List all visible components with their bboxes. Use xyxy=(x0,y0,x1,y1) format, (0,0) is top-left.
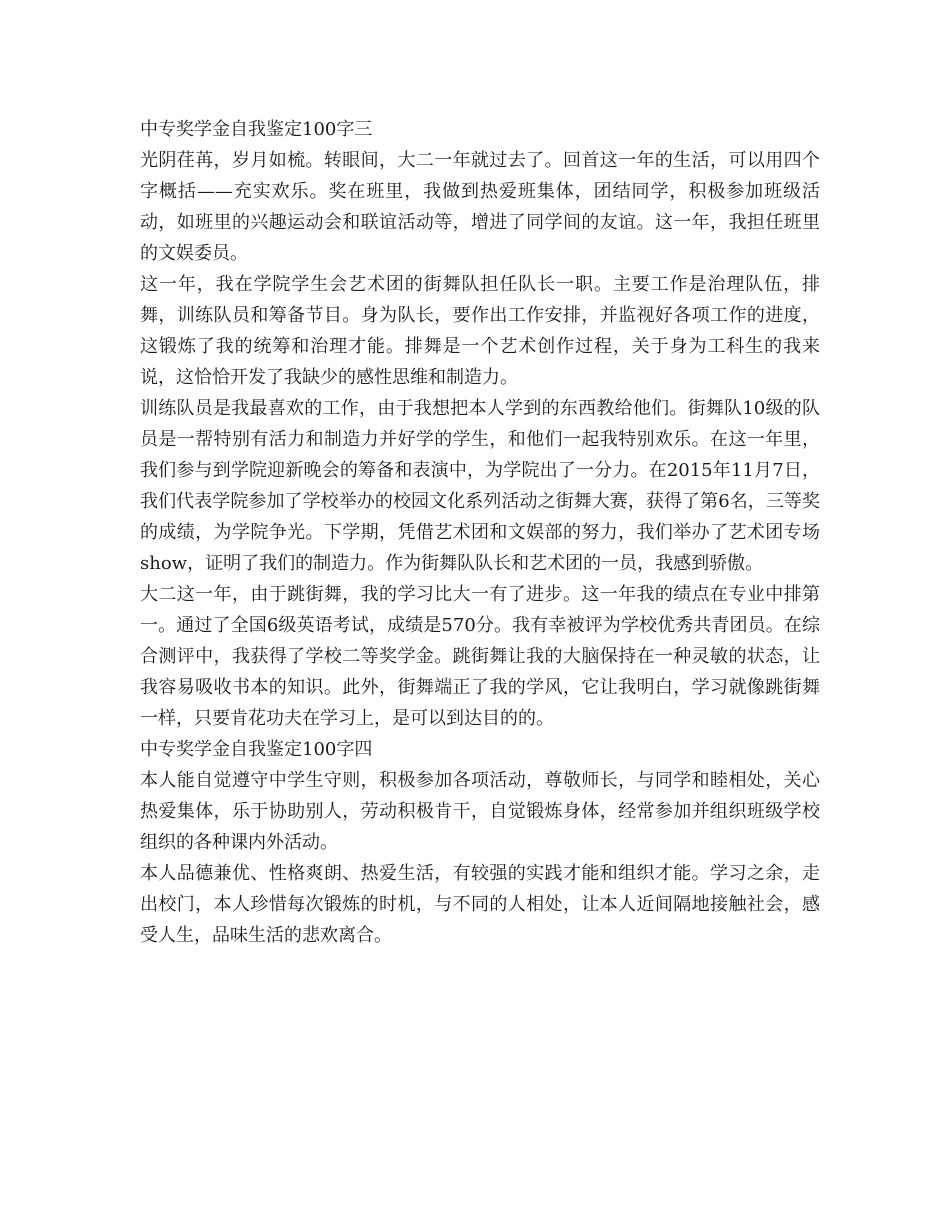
paragraph: 这一年，我在学院学生会艺术团的街舞队担任队长一职。主要工作是治理队伍，排舞，训练队员和筹备节目。身为队长，要作出工作安排，并监视好各项工作的进度，这锻炼了我的统筹和治理才能。排舞是一个艺术创作过程，关于身为工科生的我来说，这恰恰开发了我缺少的感性思维和制造力。 xyxy=(140,274,820,388)
paragraph: 大二这一年，由于跳街舞，我的学习比大一有了进步。这一年我的绩点在专业中排第一。通过了全国6级英语考试，成绩是570分。我有幸被评为学校优秀共青团员。在综合测评中，我获得了学校二等奖学金。跳街舞让我的大脑保持在一种灵敏的状态，让我容易吸收书本的知识。此外，街舞端正了我的学风，它让我明白，学习就像跳街舞一样，只要肯花功夫在学习上，是可以到达目的的。 xyxy=(140,584,820,729)
paragraph: 光阴荏苒，岁月如梳。转眼间，大二一年就过去了。回首这一年的生活，可以用四个字概括——充实欢乐。奖在班里，我做到热爱班集体，团结同学，积极参加班级活动，如班里的兴趣运动会和联谊活动等，增进了同学间的友谊。这一年，我担任班里的文娱委员。 xyxy=(140,150,820,264)
paragraph: 训练队员是我最喜欢的工作，由于我想把本人学到的东西教给他们。街舞队10级的队员是一帮特别有活力和制造力并好学的学生，和他们一起我特别欢乐。在这一年里，我们参与到学院迎新晚会的筹备和表演中，为学院出了一分力。在2015年11月7日，我们代表学院参加了学校举办的校园文化系列活动之街舞大赛，获得了第6名，三等奖的成绩，为学院争光。下学期，凭借艺术团和文娱部的努力，我们举办了艺术团专场show，证明了我们的制造力。作为街舞队队长和艺术团的一员，我感到骄傲。 xyxy=(140,398,820,574)
paragraph: 本人品德兼优、性格爽朗、热爱生活，有较强的实践才能和组织才能。学习之余，走出校门，本人珍惜每次锻炼的时机，与不同的人相处，让本人近间隔地接触社会，感受人生，品味生活的悲欢离合。 xyxy=(140,863,820,946)
document-body xyxy=(140,114,820,951)
section-heading: 中专奖学金自我鉴定100字三 xyxy=(140,119,373,140)
section-heading: 中专奖学金自我鉴定100字四 xyxy=(140,739,373,760)
section-four xyxy=(140,734,820,951)
section-three xyxy=(140,114,820,734)
paragraph: 本人能自觉遵守中学生守则，积极参加各项活动，尊敬师长，与同学和睦相处，关心热爱集体，乐于协助别人，劳动积极肯干，自觉锻炼身体，经常参加并组织班级学校组织的各种课内外活动。 xyxy=(140,770,820,853)
